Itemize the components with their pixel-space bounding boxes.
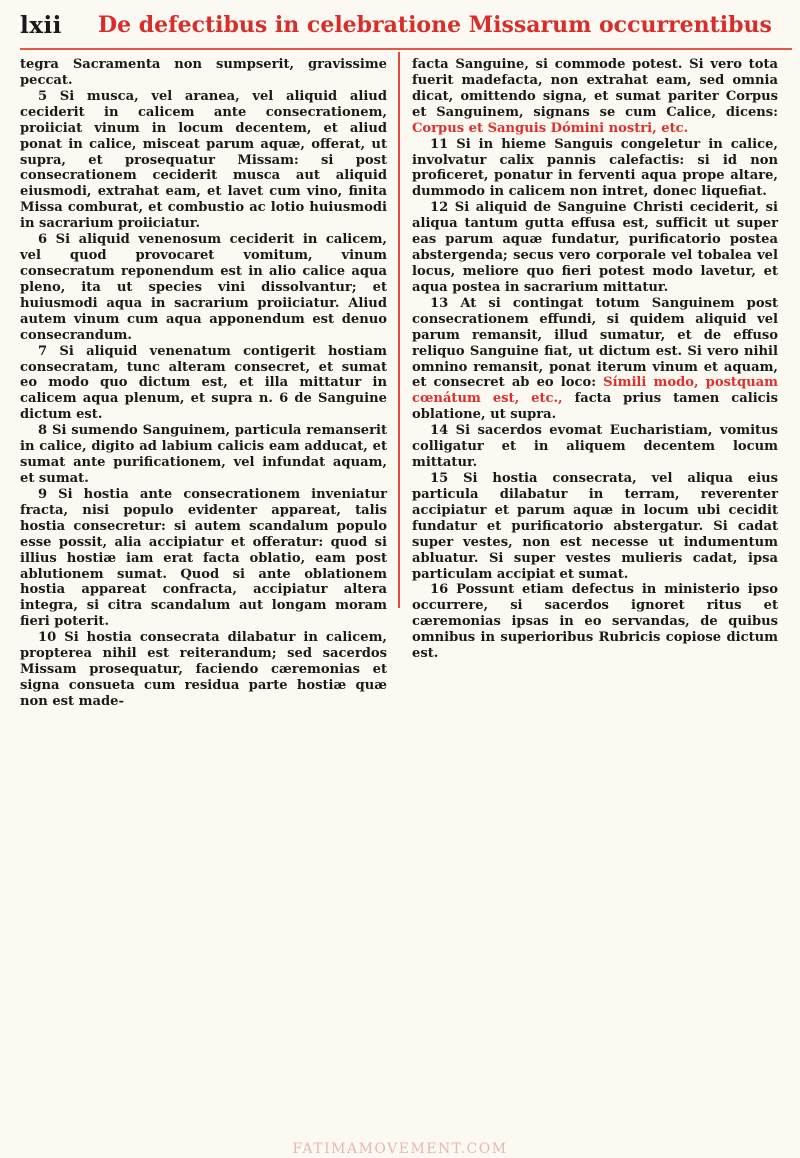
rubric-simili-modo: Símili modo, postquam cœnátum est, etc., — [412, 375, 778, 407]
footer-watermark: FATIMAMOVEMENT.COM — [292, 1141, 508, 1157]
paragraph-8: 8 Si sumendo Sanguinem, particula remanserit in calice, digito ad labium calicis eam adducat, et sumat ante purificationem, vel infundat aquam, et sumat. — [20, 423, 387, 486]
page-header — [20, 8, 792, 46]
paragraph-10-text: facta Sanguine, si commode potest. Si vero tota fuerit madefacta, non extrahat eam, sed omnia dicat, omittendo signa, et sumat pariter Corpus et Sanguinem, signans se cum Calice, dicens: — [412, 57, 778, 120]
header-rule — [20, 48, 792, 50]
paragraph-12: 12 Si aliquid de Sanguine Christi ceciderit, si aliqua tantum gutta effusa est, sufficit ut super eas parum aquæ fundatur, purificatorio postea abstergenda; secus vero corporale vel tobalea vel locus, meliore quo fieri potest modo lavetur, et aqua postea in sacrarium mittatur. — [412, 200, 778, 295]
paragraph-6: 6 Si aliquid venenosum ceciderit in calicem, vel quod provocaret vomitum, vinum consecratum reponendum est in alio calice aqua pleno, ita ut species vini dissolvantur; et huiusmodi aqua in sacrarium proiiciatur. Aliud autem vinum cum aqua apponendum est denuo consecrandum. — [20, 232, 387, 343]
paragraph-14: 14 Si sacerdos evomat Eucharistiam, vomitus colligatur et in aliquem decentem locum mittatur. — [412, 423, 778, 471]
rubric-corpus-et-sanguis: Corpus et Sanguis Dómini nostri, etc. — [412, 120, 689, 136]
paragraph-7: 7 Si aliquid venenatum contigerit hostiam consecratam, tunc alteram consecret, et sumat eo modo quo dictum est, et illa mittatur in calicem aqua plenum, et supra n. 6 de Sanguine dictum est. — [20, 343, 387, 423]
paragraph-13-tail: facta prius tamen calicis oblatione, ut supra. — [412, 391, 778, 423]
right-column — [412, 57, 778, 662]
paragraph-11: 11 Si in hieme Sanguis congeletur in calice, involvatur calix pannis calefactis: si id non proficeret, ponatur in ferventi aqua prope altare, dummodo in calicem non intret, donec liquefiat. — [412, 136, 778, 200]
paragraph-9: 9 Si hostia ante consecrationem inveniatur fracta, nisi populo evidenter appareat, talis hostia consecretur: si autem scandalum populo esse possit, alia accipiatur et offeratur: quod si illius hostiæ iam erat facta oblatio, eam post ablutionem sumat. Quod si ante oblationem hostia appareat confracta, accipiatur altera integra, si citra scandalum aut longam moram fieri poterit. — [20, 486, 387, 630]
paragraph-13 — [412, 296, 778, 423]
paragraph-13-text: 13 At si contingat totum Sanguinem post consecrationem effundi, si quidem aliquid vel parum remansit, illud sumatur, et de effuso reliquo Sanguine fiat, ut dictum est. Si vero nihil omnino remansit, ponat iterum vinum et aquam, et consecret ab eo loco: — [412, 295, 778, 391]
paragraph-16: 16 Possunt etiam defectus in ministerio ipso occurrere, si sacerdos ignoret ritus et cæremonias ipsas in eo servandas, de quibus omnibus in superioribus Rubricis copiose dictum est. — [412, 582, 778, 662]
column-divider — [398, 52, 400, 608]
paragraph-5: 5 Si musca, vel aranea, vel aliquid aliud ceciderit in calicem ante consecrationem, proiiciat vinum in locum decentem, et aliud ponat in calice, misceat parum aquæ, offerat, ut supra, et prosequatur Missam: si post consecrationem ceciderit musca aut aliquid eiusmodi, extrahat eam, et lavet cum vino, finita Missa comburat, et combustio ac lotio huiusmodi in sacrarium proiiciatur. — [20, 88, 387, 232]
paragraph-15: 15 Si hostia consecrata, vel aliqua eius particula dilabatur in terram, reverenter accipiatur et parum aquæ in locum ubi cecidit fundatur et purificatorio abstergatur. Si cadat super vestes, non est necesse ut indumentum abluatur. Si super vestes mulieris cadat, ipsa particulam accipiat et sumat. — [412, 470, 778, 582]
paragraph-10: 10 Si hostia consecrata dilabatur in calicem, propterea nihil est reiterandum; sed sacerdos Missam prosequatur, faciendo cæremonias et signa consueta cum residua parte hostiæ quæ non est made- — [20, 630, 387, 709]
paragraph-4-continuation: tegra Sacramenta non sumpserit, gravissime peccat. — [20, 57, 387, 88]
running-title: De defectibus in celebratione Missarum occurrentibus — [98, 12, 772, 38]
page-number: lxii — [20, 12, 62, 39]
paragraph-10-continuation — [412, 57, 778, 137]
left-column — [20, 57, 387, 710]
